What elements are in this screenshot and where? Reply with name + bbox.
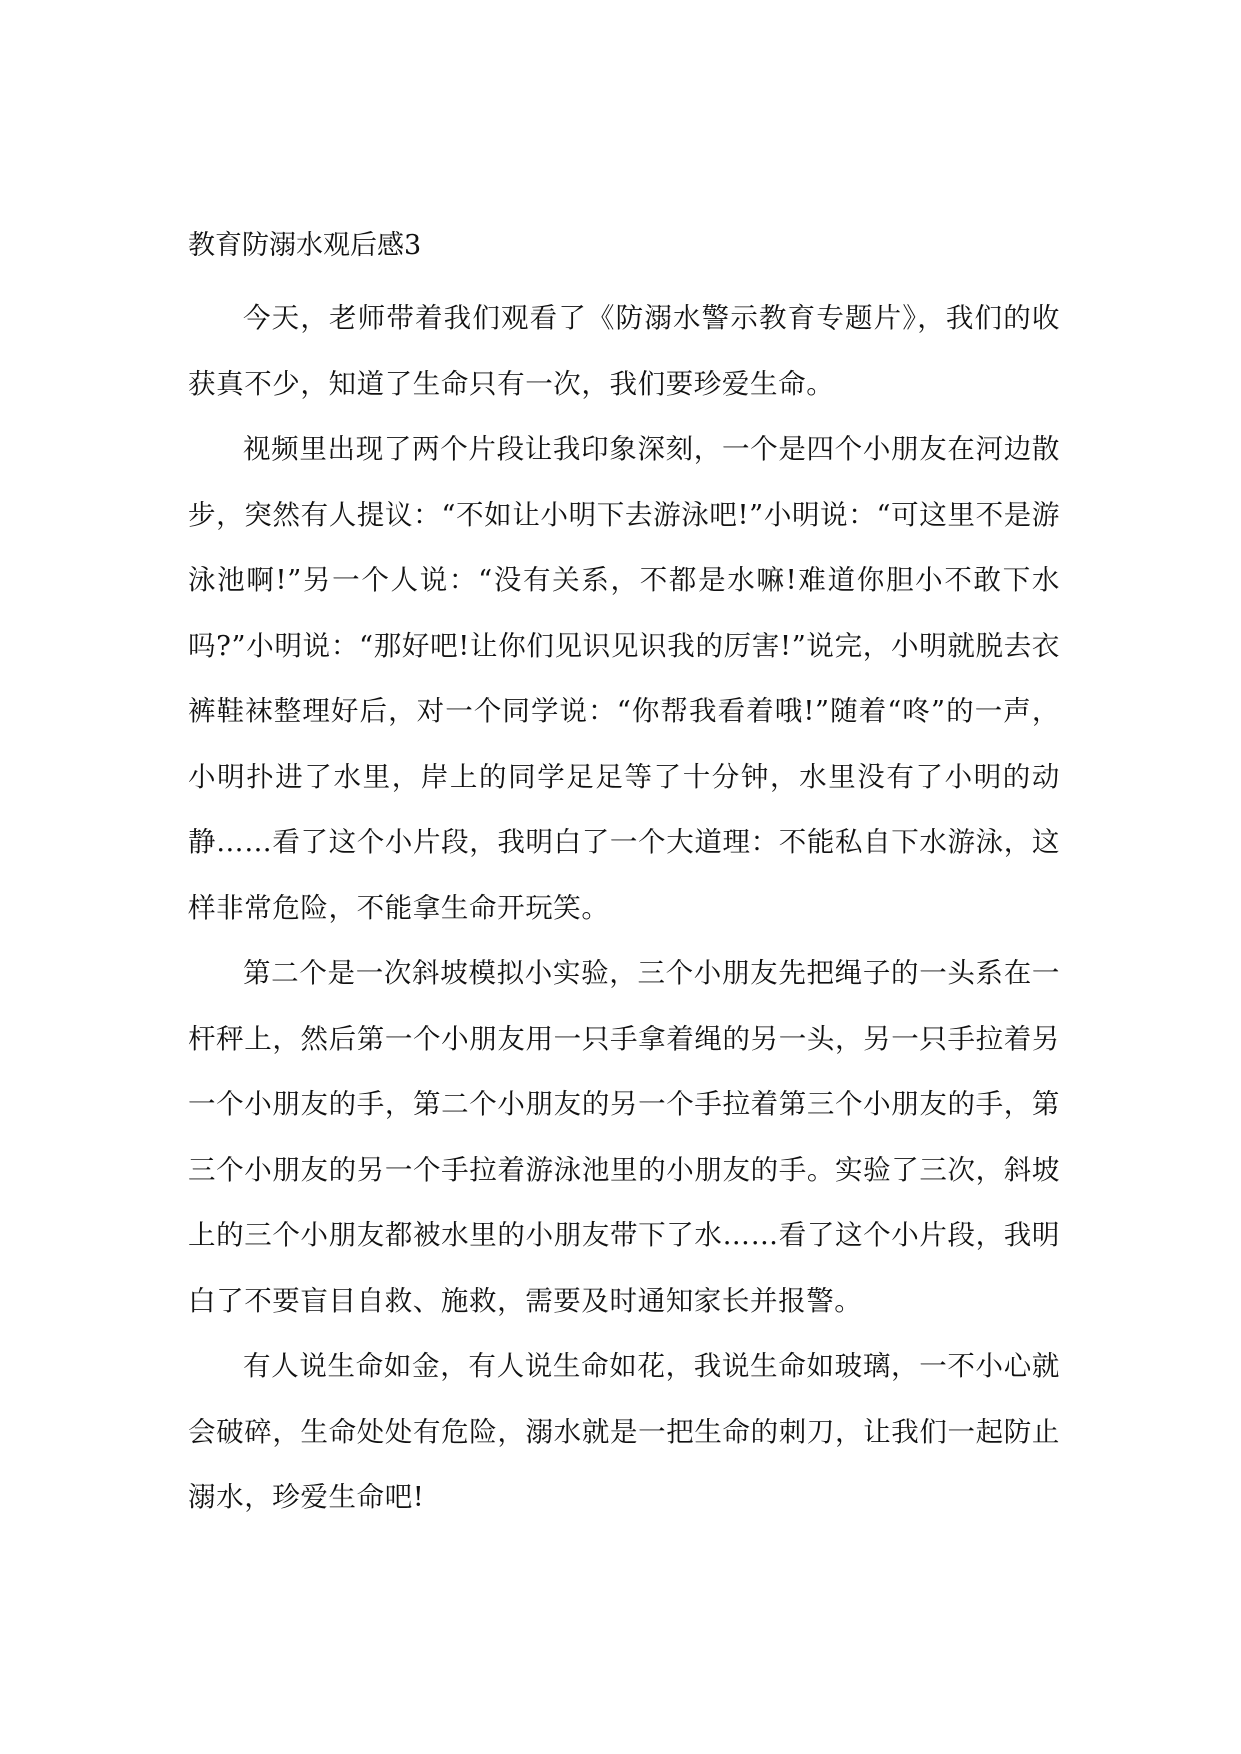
paragraph-first-clip: 视频里出现了两个片段让我印象深刻，一个是四个小朋友在河边散步，突然有人提议：“不如让小明下去游泳吧!”小明说：“可这里不是游泳池啊!”另一个人说：“没有关系，不都是水嘛!难道你胆小不敢下水吗?”小明说：“那好吧!让你们见识见识我的厉害!”说完，小明就脱去衣裤鞋袜整理好后，对一个同学说：“你帮我看着哦!”随着“咚”的一声，小明扑进了水里，岸上的同学足足等了十分钟，水里没有了小明的动静……看了这个小片段，我明白了一个大道理：不能私自下水游泳，这样非常危险，不能拿生命开玩笑。 xyxy=(188,433,1060,924)
paragraph-conclusion: 有人说生命如金，有人说生命如花，我说生命如玻璃，一不小心就会破碎，生命处处有危险，溺水就是一把生命的刺刀，让我们一起防止溺水，珍爱生命吧! xyxy=(188,1350,1060,1513)
paragraph-second-clip: 第二个是一次斜坡模拟小实验，三个小朋友先把绳子的一头系在一杆秤上，然后第一个小朋友用一只手拿着绳的另一头，另一只手拉着另一个小朋友的手，第二个小朋友的另一个手拉着第三个小朋友的手，第三个小朋友的另一个手拉着游泳池里的小朋友的手。实验了三次，斜坡上的三个小朋友都被水里的小朋友带下了水……看了这个小片段，我明白了不要盲目自救、施救，需要及时通知家长并报警。 xyxy=(188,957,1060,1317)
paragraph-intro: 今天，老师带着我们观看了《防溺水警示教育专题片》，我们的收获真不少，知道了生命只有一次，我们要珍爱生命。 xyxy=(188,302,1060,400)
document-title: 教育防溺水观后感3 xyxy=(188,230,422,261)
document-body xyxy=(188,226,1060,1531)
